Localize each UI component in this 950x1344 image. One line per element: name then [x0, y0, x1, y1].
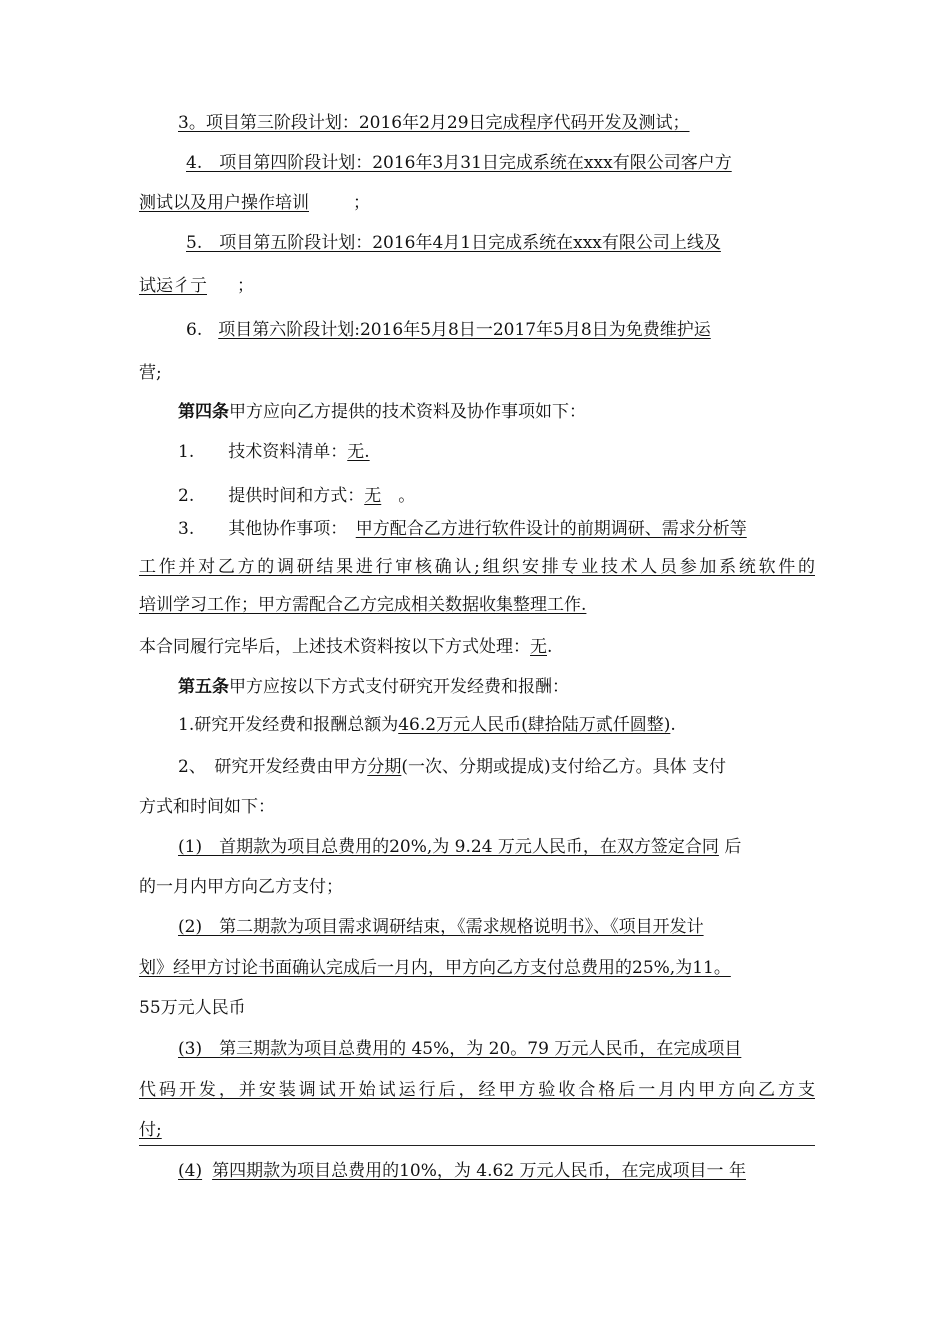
article-4-item-3 — [178, 516, 815, 542]
payment-1-text: (1) 首期款为项目总费用的20%,为 9.24 万元人民币，在双方签定合同 — [178, 837, 719, 857]
article-4-item-3-label: 3. 其他协作事项： — [178, 519, 356, 539]
article-5-heading — [178, 674, 815, 700]
article-5-item-2-cont — [139, 794, 815, 820]
payment-2-line — [178, 914, 815, 940]
article-4-item-3-cont-2-text: 培训学习工作；甲方需配合乙方完成相关数据收集整理工作. — [139, 595, 587, 615]
article-4-item-3-cont-2 — [139, 592, 815, 618]
stage-4-semicolon: ； — [353, 193, 370, 213]
article-5-text: 甲方应按以下方式支付研究开发经费和报酬： — [229, 677, 569, 697]
stage-5-line — [186, 230, 815, 256]
payment-2-cont-2 — [139, 995, 815, 1021]
article-4-item-3-cont-1 — [139, 554, 815, 580]
article-4-disposal-end: . — [547, 637, 553, 657]
article-4-item-1 — [178, 439, 815, 465]
payment-3-cont-2 — [139, 1117, 815, 1143]
stage-6-text: 项目第六阶段计划:2016年5月8日一2017年5月8日为免费维护运 — [218, 320, 711, 340]
stage-6-cont-text: 营; — [139, 363, 162, 383]
payment-4-text: 第四期款为项目总费用的10%，为 4.62 万元人民币，在完成项目一 年 — [212, 1161, 746, 1181]
article-4-item-3-value: 甲方配合乙方进行软件设计的前期调研、需求分析等 — [355, 519, 747, 539]
article-5-item-2-text: (一次、分期或提成)支付给乙方。具体 支付 — [401, 757, 726, 777]
article-4-item-3-cont-1-text: 工作并对乙方的调研结果进行审核确认;组织安排专业技术人员参加系统软件的 — [139, 557, 815, 577]
article-5-item-1 — [178, 712, 815, 738]
payment-2-cont-1-text: 划》经甲方讨论书面确认完成后一月内，甲方向乙方支付总费用的25%,为11。 — [139, 958, 731, 978]
payment-2-text: (2) 第二期款为项目需求调研结束，《需求规格说明书》、《项目开发计 — [178, 917, 704, 937]
payment-3-cont-2-text: 付; — [139, 1120, 162, 1140]
article-4-item-2-label: 2. 提供时间和方式： — [178, 486, 365, 506]
article-4-disposal-line — [139, 634, 815, 660]
stage-4-cont-line — [139, 190, 815, 216]
stage-6-cont-line — [139, 360, 815, 386]
payment-1-cont-text: 的一月内甲方向乙方支付； — [139, 877, 343, 897]
payment-4-line — [178, 1158, 815, 1184]
stage-4-text: 4. 项目第四阶段计划：2016年3月31日完成系统在xxx有限公司客户方 — [186, 153, 732, 173]
payment-3-line — [178, 1036, 815, 1062]
article-4-label: 第四条 — [178, 402, 229, 422]
payment-4-number: (4) — [178, 1161, 203, 1181]
payment-3-cont-1-text: 代码开发，并安装调试开始试运行后，经甲方验收合格后一月内甲方向乙方支 — [139, 1080, 815, 1100]
article-5-label: 第五条 — [178, 677, 229, 697]
article-4-item-2-end: 。 — [381, 486, 416, 506]
stage-5-text: 5. 项目第五阶段计划：2016年4月1日完成系统在xxx有限公司上线及 — [186, 233, 721, 253]
article-5-item-1-label: 1.研究开发经费和报酬总额为 — [178, 715, 399, 735]
payment-1-cont — [139, 874, 815, 900]
horizontal-rule — [139, 1145, 815, 1146]
stage-3-line — [178, 110, 815, 136]
article-5-item-1-end: . — [670, 715, 676, 735]
article-4-item-1-value: 无. — [347, 442, 370, 462]
stage-4-cont-text: 测试以及用户操作培训 — [139, 193, 309, 213]
payment-3-cont-1 — [139, 1077, 815, 1103]
payment-2-cont-1 — [139, 955, 815, 981]
stage-5-cont-text: 试运彳亍 — [139, 276, 207, 296]
payment-3-text: (3) 第三期款为项目总费用的 45%，为 20。79 万元人民币，在完成项目 — [178, 1039, 742, 1059]
stage-4-line — [186, 150, 815, 176]
article-5-item-2-value: 分期 — [367, 757, 402, 777]
article-5-item-1-value: 46.2万元人民币(肆拾陆万贰仟圆整) — [398, 715, 671, 735]
stage-5-cont-line — [139, 273, 815, 299]
article-4-item-2-value: 无 — [364, 486, 382, 506]
payment-1-line — [178, 834, 815, 860]
article-5-item-2 — [178, 754, 815, 780]
stage-6-line — [186, 317, 815, 343]
stage-6-number: 6. — [186, 320, 203, 340]
stage-3-text: 3。项目第三阶段计划：2016年2月29日完成程序代码开发及测试； — [178, 113, 690, 133]
article-4-item-2 — [178, 483, 815, 509]
article-4-item-1-label: 1. 技术资料清单： — [178, 442, 348, 462]
article-4-text: 甲方应向乙方提供的技术资料及协作事项如下： — [229, 402, 586, 422]
article-4-disposal-label: 本合同履行完毕后，上述技术资料按以下方式处理： — [139, 637, 530, 657]
article-4-heading — [178, 399, 815, 425]
payment-2-cont-2-text: 55万元人民币 — [139, 998, 246, 1018]
stage-5-semicolon: ； — [237, 276, 254, 296]
article-4-disposal-value: 无 — [530, 637, 547, 657]
article-5-item-2-cont-text: 方式和时间如下： — [139, 797, 275, 817]
article-5-item-2-label: 2、 研究开发经费由甲方 — [178, 757, 368, 777]
payment-1-text-end: 后 — [718, 837, 742, 857]
